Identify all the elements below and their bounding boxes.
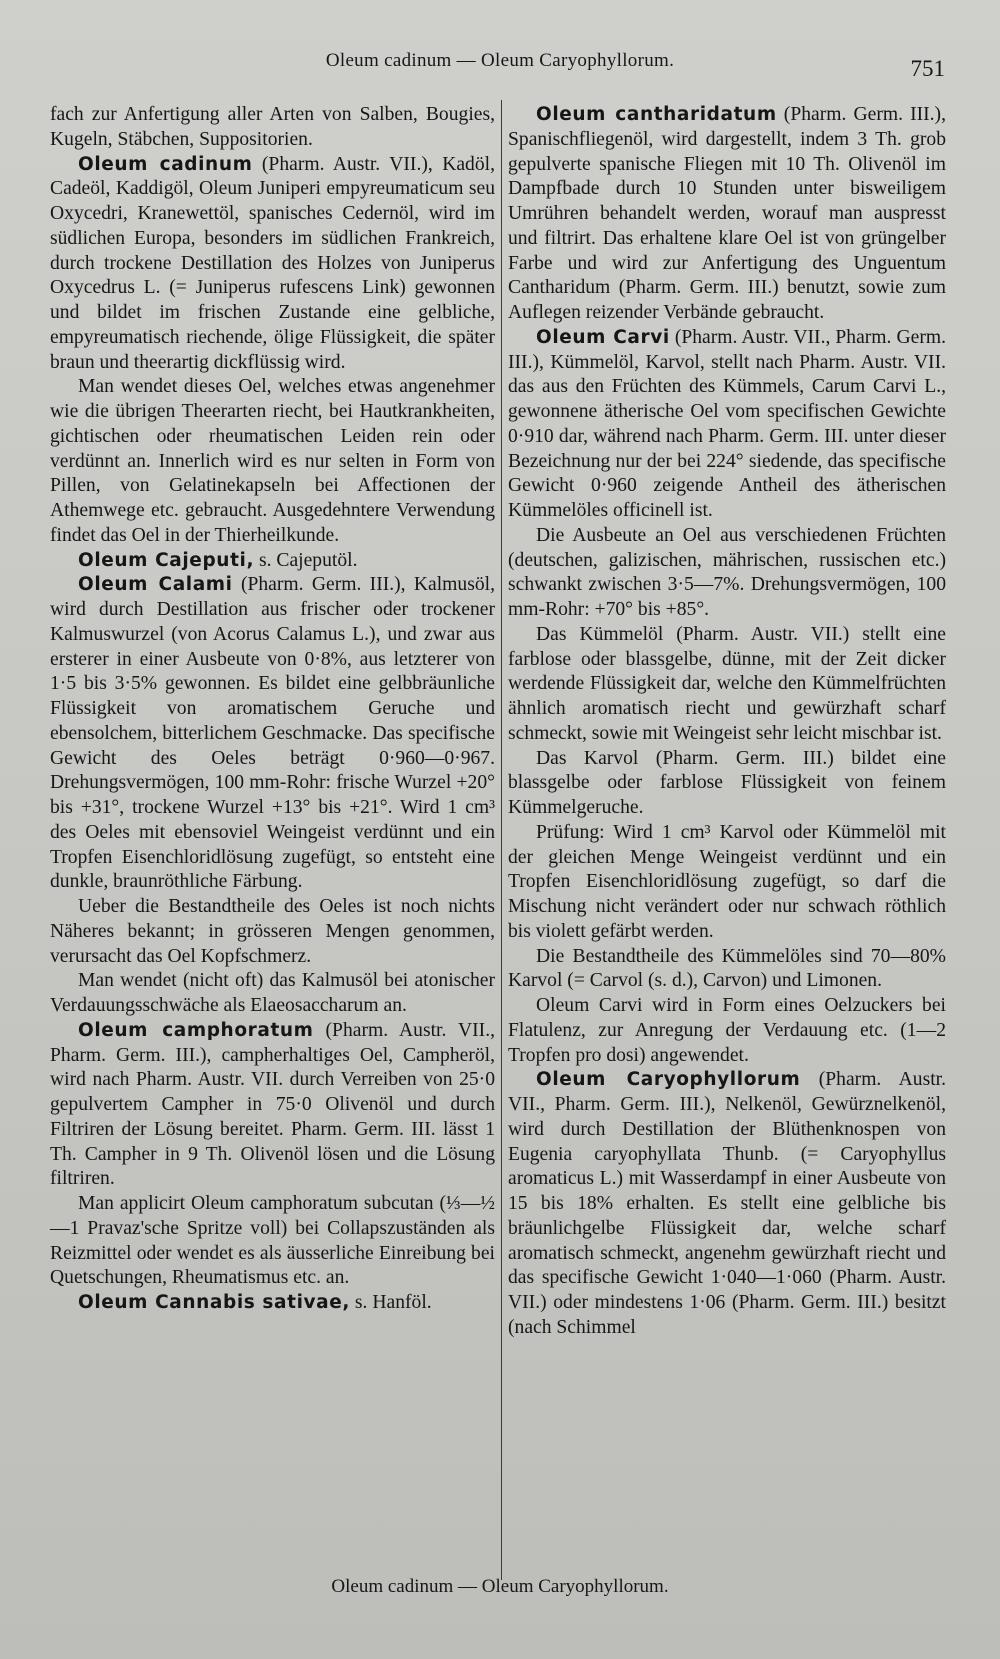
- entry-headword: Oleum Caryophyllorum: [536, 1069, 801, 1091]
- paragraph: Das Kümmelöl (Pharm. Austr. VII.) stellt eine farblose oder blassgelbe, dünne, mit der Zeit dicker werdende Flüssigkeit dar, welche den Kümmelfrüchten ähnlich aromatisch riecht und gewürzhaft scharf schmeckt, sowie mit Weingeist sehr leicht mischbar ist.: [508, 623, 946, 744]
- paragraph: Das Karvol (Pharm. Germ. III.) bildet eine blassgelbe oder farblose Flüssigkeit von feinem Kümmelgeruche.: [508, 747, 946, 818]
- continuation-paragraph: fach zur Anfertigung aller Arten von Salben, Bougies, Kugeln, Stäbchen, Suppositorien.: [50, 104, 495, 150]
- paragraph: Die Bestandtheile des Kümmelöles sind 70—80% Karvol (= Carvol (s. d.), Carvon) und Limonen.: [508, 945, 946, 992]
- paragraph: Die Ausbeute an Oel aus verschiedenen Früchten (deutschen, galizischen, mährischen, russischen etc.) schwankt zwischen 3·5—7%. Drehungsvermögen, 100 mm-Rohr: +70° bis +85°.: [508, 524, 946, 620]
- paragraph: Man wendet dieses Oel, welches etwas angenehmer wie die übrigen Theerarten riecht, bei Hautkrankheiten, gichtischen oder rheumatischen Leiden rein oder verdünnt an. Innerlich wird es nur selten in Form von Pillen, von Gelatinekapseln bei Affectionen der Athemwege etc. gebraucht. Ausgedehntere Verwendung findet das Oel in der Thierheilkunde.: [50, 376, 495, 546]
- page-footer-caption: Oleum cadinum — Oleum Caryophyllorum.: [331, 1576, 669, 1597]
- running-head: Oleum cadinum — Oleum Caryophyllorum.: [325, 50, 675, 71]
- entry-oleum-cantharidatum: [508, 103, 946, 326]
- paragraph: Prüfung: Wird 1 cm³ Karvol oder Kümmelöl mit der gleichen Menge Weingeist verdünnt und ein Tropfen Eisenchloridlösung zugefügt, so darf die Mischung nicht verändert oder nur schwach röthlich bis violett gefärbt werden.: [508, 821, 946, 942]
- entry-text: s. Hanföl.: [350, 1292, 432, 1313]
- entry-text: (Pharm. Germ. III.), Kalmusöl, wird durch Destillation aus frischer oder trockener Kalmuswurzel (von Acorus Calamus L.), und zwar aus ersterer in einer Ausbeute von 0·8%, aus letzterer von 1·5 bis 3·5% gewonnen. Es bildet eine gelbbräunliche Flüssigkeit von aromatischem Geruche und ebensolchem, bitterlichem Geschmacke. Das specifische Gewicht des Oeles beträgt 0·960—0·967. Drehungsvermögen, 100 mm-Rohr: frische Wurzel +20° bis +31°, trockene Wurzel +13° bis +21°. Wird 1 cm³ des Oeles mit ebensoviel Weingeist verdünnt und ein Tropfen Eisenchloridlösung zugefügt, so entsteht eine dunkle, braunröthliche Färbung.: [50, 574, 495, 893]
- entry-oleum-calami: [50, 573, 495, 895]
- paragraph: Man wendet (nicht oft) das Kalmusöl bei atonischer Verdauungsschwäche als Elaeosaccharum an.: [50, 970, 495, 1016]
- left-column: [50, 103, 495, 1316]
- entry-headword: Oleum cantharidatum: [536, 104, 777, 125]
- entry-oleum-camphoratum: [50, 1019, 495, 1192]
- entry-headword: Oleum Calami: [78, 574, 233, 596]
- paragraph: Man applicirt Oleum camphoratum subcutan (⅓—½—1 Pravaz'sche Spritze voll) bei Collapszuständen als Reizmittel oder wendet es als äusserliche Einreibung bei Quetschungen, Rheumatismus etc. an.: [50, 1193, 495, 1289]
- entry-headword: Oleum Cannabis sativae,: [78, 1292, 351, 1313]
- paragraph: Oleum Carvi wird in Form eines Oelzuckers bei Flatulenz, zur Anregung der Verdauung etc. (1—2 Tropfen pro dosi) angewendet.: [508, 995, 946, 1066]
- page-number: 751: [910, 56, 945, 81]
- paragraph: Ueber die Bestandtheile des Oeles ist noch nichts Näheres bekannt; in grösseren Mengen genommen, verursacht das Oel Kopfschmerz.: [50, 896, 495, 967]
- column-divider: [501, 100, 502, 1580]
- entry-text: (Pharm. Austr. VII., Pharm. Germ. III.), Nelkenöl, Gewürznelkenöl, wird durch Destillation der Blüthenknospen von Eugenia caryophyllata Thunb. (= Caryophyllus aromaticus L.) mit Wasserdampf in einer Ausbeute von 15 bis 18% erhalten. Es stellt eine gelbliche bis bräunlichgelbe Flüssigkeit dar, welche scharf aromatisch schmeckt, angenehm gewürzhaft riecht und das specifische Gewicht 1·040—1·060 (Pharm. Austr. VII.) oder mindestens 1·06 (Pharm. Germ. III.) besitzt (nach Schimmel: [508, 1069, 946, 1338]
- entry-oleum-cadinum: [50, 153, 495, 376]
- entry-text: (Pharm. Austr. VII.), Kadöl, Cadeöl, Kaddigöl, Oleum Juniperi empyreumaticum seu Oxycedri, Kranewettöl, spanisches Cedernöl, wird im südlichen Europa, besonders im südlichen Frankreich, durch trockene Destillation des Holzes von Juniperus Oxycedrus L. (= Juniperus rufescens Link) gewonnen und bildet im frischen Zustande eine gelbliche, empyreumatisch riechende, ölige Flüssigkeit, die später braun und theerartig dickflüssig wird.: [50, 153, 495, 373]
- entry-text: (Pharm. Germ. III.), Spanischfliegenöl, wird dargestellt, indem 3 Th. grob gepulverte spanische Fliegen mit 10 Th. Olivenöl im Dampfbade durch 10 Stunden unter bisweiligem Umrühren behandelt werden, worauf man auspresst und filtrirt. Das erhaltene klare Oel ist von grüngelber Farbe und wird zur Anfertigung des Unguentum Cantharidum (Pharm. Germ. III.) benutzt, sowie zum Auflegen reizender Verbände gebraucht.: [508, 104, 946, 323]
- entry-text: s. Cajeputöl.: [254, 549, 358, 571]
- page-header: [0, 46, 1000, 82]
- entry-headword: Oleum Cajeputi,: [78, 549, 255, 571]
- entry-oleum-carvi: [508, 326, 946, 524]
- entry-text: (Pharm. Austr. VII., Pharm. Germ. III.), Kümmelöl, Karvol, stellt nach Pharm. Austr. VII. das aus den Früchten des Kümmels, Carum Carvi L., gewonnene ätherische Oel vom specifischen Gewichte 0·910 dar, während nach Pharm. Germ. III. unter dieser Bezeichnung nur der bei 224° siedende, das specifische Gewicht 0·960 zeigende Antheil des ätherischen Kümmelöles officinell ist.: [508, 326, 946, 521]
- entry-oleum-cannabis: [50, 1291, 495, 1316]
- entry-oleum-cajeputi: [50, 549, 495, 574]
- entry-headword: Oleum Carvi: [536, 326, 670, 348]
- entry-headword: Oleum camphoratum: [78, 1019, 314, 1041]
- entry-text: (Pharm. Austr. VII., Pharm. Germ. III.), campherhaltiges Oel, Campheröl, wird nach Pharm. Austr. VII. durch Verreiben von 25·0 gepulvertem Campher in 75·0 Olivenöl und durch Filtriren der Lösung bereitet. Pharm. Germ. III. lässt 1 Th. Campher in 9 Th. Olivenöl lösen und die Lösung filtriren.: [50, 1019, 495, 1190]
- right-column: [508, 103, 946, 1341]
- entry-oleum-caryophyllorum: [508, 1068, 946, 1340]
- entry-headword: Oleum cadinum: [78, 153, 253, 175]
